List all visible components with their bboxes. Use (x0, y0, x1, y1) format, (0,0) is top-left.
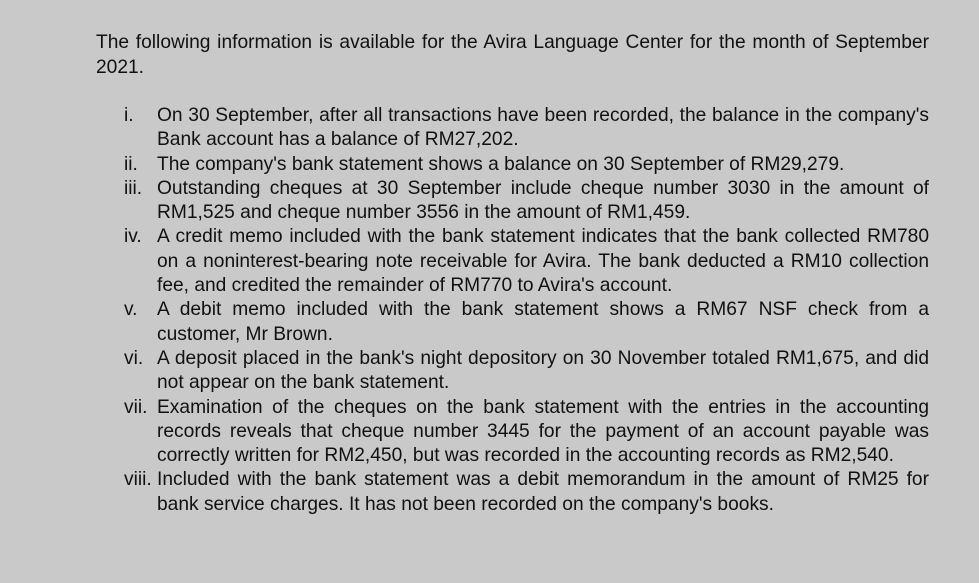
item-number: iv. (124, 226, 142, 248)
list-item (124, 225, 929, 298)
item-text: A deposit placed in the bank's night depository on 30 November totaled RM1,675, and did not appear on the bank statement. (157, 347, 929, 394)
item-number: v. (124, 299, 138, 321)
list-item (124, 153, 929, 177)
item-text: Examination of the cheques on the bank statement with the entries in the accounting records reveals that cheque number 3445 for the payment of an account payable was correctly written for RM2,450, but was recorded in the accounting records as RM2,540. (157, 396, 929, 467)
item-number: iii. (124, 177, 143, 199)
list-item (124, 104, 929, 153)
item-number: vii. (124, 396, 148, 418)
item-text: Outstanding cheques at 30 September include cheque number 3030 in the amount of RM1,525 and cheque number 3556 in the amount of RM1,459. (157, 177, 929, 224)
item-number: viii. (124, 469, 152, 491)
item-text: A credit memo included with the bank statement indicates that the bank collected RM780 on a noninterest-bearing note receivable for Avira. The bank deducted a RM10 collection fee, and credited the remainder of RM770 to Avira's account. (157, 226, 929, 297)
item-number: i. (124, 105, 134, 126)
item-text: A debit memo included with the bank statement shows a RM67 NSF check from a customer, Mr Brown. (157, 299, 929, 345)
intro-paragraph: The following information is available for the Avira Language Center for the month of September 2021. (96, 32, 929, 78)
information-list (124, 104, 929, 517)
list-item (124, 347, 929, 396)
item-text: The company's bank statement shows a balance on 30 September of RM29,279. (157, 153, 845, 175)
list-item (124, 177, 929, 226)
list-item (124, 298, 929, 347)
item-text: On 30 September, after all transactions have been recorded, the balance in the company's Bank account has a balance of RM27,202. (157, 105, 929, 151)
item-text: Included with the bank statement was a debit memorandum in the amount of RM25 for bank service charges. It has not been recorded on the company's books. (157, 469, 929, 515)
item-number: vi. (124, 347, 144, 369)
list-item (124, 396, 929, 469)
list-item (124, 468, 929, 517)
item-number: ii. (124, 153, 138, 175)
